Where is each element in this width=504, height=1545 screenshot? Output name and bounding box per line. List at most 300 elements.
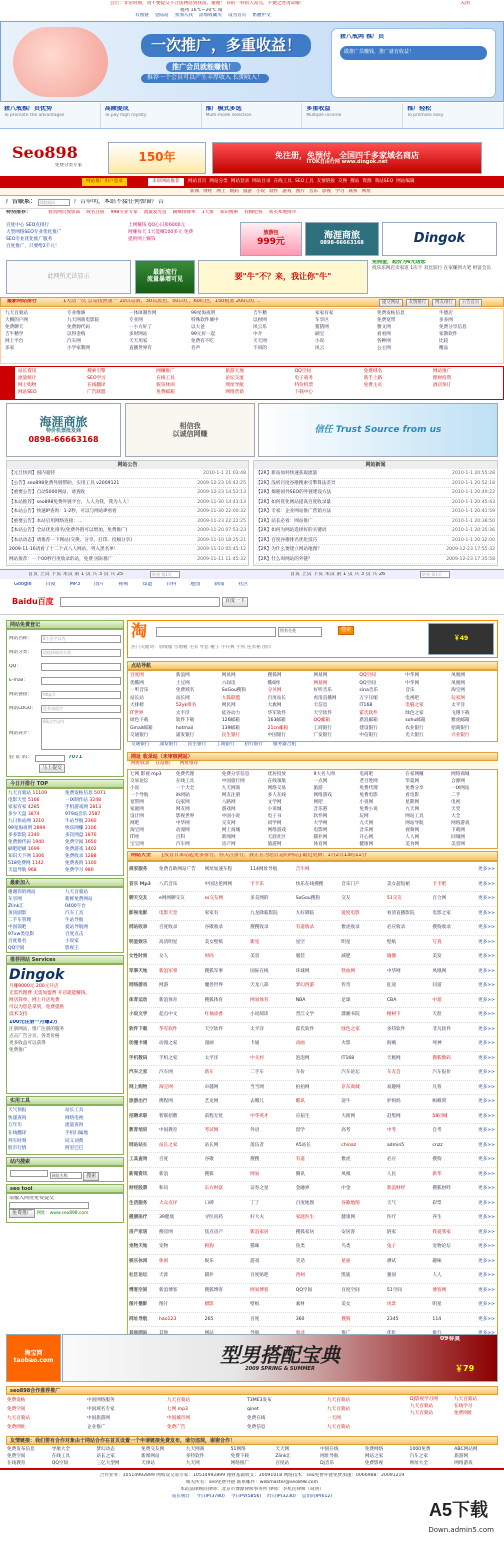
qq-field[interactable]: Q数据码: [38, 199, 70, 206]
latest-site[interactable]: 牛站导航: [65, 918, 84, 923]
big-dir-link[interactable]: 医疗: [386, 1215, 397, 1220]
ticker-button[interactable]: 公告首页: [459, 299, 483, 307]
big-dir-link[interactable]: 中关村: [250, 1055, 264, 1061]
big-dir-category[interactable]: 软件下载: [129, 1026, 148, 1032]
big-dir-link[interactable]: 焦点房产: [204, 1229, 223, 1235]
big-dir-link[interactable]: 寻医问药: [204, 1215, 223, 1220]
pager-right[interactable]: 首页 上页 下页 末页 第 1 页 共 3 页 共 26: [290, 572, 386, 577]
ranking-site[interactable]: 知识天下网: [8, 854, 33, 859]
site-nav-link[interactable]: 玩家网: [451, 695, 465, 701]
uncat-link[interactable]: 免费电影: [359, 793, 378, 798]
big-dir-link[interactable]: 车友会: [386, 1070, 401, 1075]
latest-site[interactable]: 二手车管理: [8, 918, 31, 923]
big-dir-link[interactable]: 中考: [386, 1128, 397, 1133]
captcha-input[interactable]: [35, 755, 65, 762]
category-link[interactable]: 家家有家: [315, 311, 334, 316]
uncat-link[interactable]: 网络商城: [451, 772, 470, 777]
big-dir-link[interactable]: 站长网: [204, 1142, 219, 1148]
haiya-ad-large[interactable]: [6, 403, 121, 457]
site-nav-link[interactable]: 站长站: [130, 695, 144, 701]
big-dir-link[interactable]: 搜狐体育: [204, 997, 223, 1003]
guest-tab[interactable]: 未审网站推荐: [148, 178, 184, 186]
big-dir-link[interactable]: SoGou搜狗: [295, 896, 320, 901]
big-dir-link[interactable]: 汽车网: [159, 1070, 173, 1075]
color-link[interactable]: 站长资讯: [18, 369, 37, 374]
baidu-tab[interactable]: 视频: [118, 582, 129, 587]
form-input[interactable]: [41, 677, 121, 685]
latest-site[interactable]: 影视王: [65, 946, 79, 951]
site-nav-link[interactable]: 看清直播网: [313, 695, 337, 701]
menu-primary-item[interactable]: 网站登录: [230, 179, 250, 184]
big-dir-link[interactable]: 携程网: [159, 1099, 173, 1104]
big-dir-link[interactable]: 我爱我家: [432, 1229, 451, 1235]
big-dir-link[interactable]: [341, 863, 387, 877]
big-dir-link[interactable]: 艺龙网: [204, 1099, 219, 1104]
site-nav-link[interactable]: 百度网: [130, 673, 144, 678]
big-dir-link[interactable]: 素材: [295, 1302, 305, 1307]
seo-rec-link[interactable]: 中国域名专家: [87, 1407, 115, 1412]
uncat-link[interactable]: 同学网: [267, 821, 282, 826]
uncat-link[interactable]: 小说城: [267, 807, 282, 812]
menu-secondary-item[interactable]: 学习: [335, 189, 345, 194]
big-dir-link[interactable]: QQ空间: [295, 1287, 313, 1293]
news-row[interactable]: [256, 479, 495, 489]
big-dir-link[interactable]: 51交友: [386, 896, 402, 901]
category-link[interactable]: 家教软件: [439, 332, 458, 337]
uncat-link[interactable]: 小说: [130, 786, 140, 791]
big-dir-link[interactable]: 大众点评: [159, 1200, 178, 1206]
ranking-row[interactable]: [8, 846, 65, 853]
big-dir-link[interactable]: NBA: [295, 997, 306, 1003]
big-dir-link[interactable]: 赶集网: [386, 1113, 401, 1119]
friend-link[interactable]: 旅游网: [454, 1454, 469, 1459]
big-dir-link[interactable]: 东方财富: [204, 1186, 223, 1191]
uncat-link[interactable]: 免费代理: [175, 772, 195, 777]
site-nav-link[interactable]: 优酷网: [130, 680, 144, 686]
featured-link[interactable]: 看清网页放影部: [48, 210, 81, 215]
big-dir-more[interactable]: 更多>>: [478, 1041, 495, 1046]
recommended-ad2-title[interactable]: 100元注册一月赚2万: [9, 1020, 58, 1026]
seo-rec-link[interactable]: 七网 mp3: [167, 1407, 188, 1412]
ranking-site[interactable]: 九天百骑站: [8, 791, 33, 796]
featured-link[interactable]: 1天排: [201, 210, 214, 215]
big-dir-link[interactable]: 天龙八部: [250, 983, 269, 988]
tool-link[interactable]: 天气预报: [8, 1108, 27, 1113]
big-dir-link[interactable]: 服装: [295, 954, 305, 959]
news-row-title[interactable]: 【2R】如何优化网站提高百度收录量: [256, 499, 332, 505]
category-link[interactable]: 小学家教网: [67, 346, 90, 351]
big-dir-more[interactable]: 更多>>: [478, 1026, 495, 1032]
friend-link[interactable]: Zlink汇: [275, 1454, 292, 1459]
menu-secondary-item[interactable]: 新闻: [190, 189, 200, 194]
announcement-row[interactable]: [9, 469, 246, 479]
site-nav-foot-link[interactable]: 服务器合租: [272, 742, 296, 747]
menu-primary-item[interactable]: 网站编辑: [396, 179, 415, 184]
big-dir-link[interactable]: 壁纸: [386, 939, 397, 945]
uncat-link[interactable]: 免费分享信息: [221, 772, 250, 777]
big-dir-link[interactable]: admin5: [386, 1142, 405, 1148]
big-dir-more[interactable]: 更多>>: [478, 1055, 495, 1061]
category-link[interactable]: 免费源代码: [67, 325, 90, 330]
big-dir-category[interactable]: 社区论坛: [129, 1273, 148, 1278]
big-dir-more[interactable]: 更多>>: [478, 1287, 495, 1293]
latest-site[interactable]: 小说家: [65, 939, 79, 944]
footer-link[interactable]: 昨日IP(3230): [267, 1494, 296, 1499]
color-link[interactable]: 酒店预订: [432, 383, 452, 388]
uncat-link[interactable]: 九天网: [405, 807, 420, 812]
big-dir-link[interactable]: 中超: [432, 997, 442, 1003]
trust-plane-ad[interactable]: [258, 403, 498, 457]
site-nav-link[interactable]: 126邮箱: [221, 718, 240, 724]
seo-rec-link[interactable]: 中国旅游网: [87, 1416, 110, 1421]
menu-secondary-item[interactable]: 软件: [269, 189, 279, 194]
form-input[interactable]: [41, 663, 121, 671]
big-dir-category[interactable]: 房产家居: [129, 1229, 148, 1235]
big-dir-category[interactable]: 生活服务: [129, 1200, 148, 1206]
ranking-row[interactable]: [65, 839, 122, 846]
category-link[interactable]: 看看网: [377, 332, 391, 337]
big-dir-link[interactable]: 凤凰: [341, 1171, 351, 1177]
uncat-link[interactable]: 天涯社区: [267, 835, 287, 840]
friend-link[interactable]: 天津站: [141, 1461, 155, 1466]
seo-rec-link[interactable]: 免费广告: [167, 1425, 186, 1430]
big-dir-link[interactable]: 留学: [295, 1128, 305, 1133]
category-link[interactable]: 牛德店: [439, 311, 453, 316]
ranking-site[interactable]: 多次网盘: [65, 833, 85, 838]
big-dir-link[interactable]: 新浪: [159, 1171, 169, 1177]
big-dir-link[interactable]: IT168: [341, 1055, 355, 1061]
ranking-site[interactable]: 快乐网赚: [65, 826, 85, 831]
uncat-link[interactable]: 音乐港: [313, 807, 328, 812]
friend-link[interactable]: 三亿大型网: [96, 1461, 120, 1466]
seo-rec-link[interactable]: 免费发帖: [7, 1398, 26, 1403]
big-dir-link[interactable]: 卓越网: [204, 1084, 219, 1090]
site-search-select[interactable]: 网址名称: [50, 1172, 82, 1179]
uncat-link[interactable]: 电影网: [313, 828, 328, 833]
news-row[interactable]: [256, 507, 495, 517]
big-dir-link[interactable]: 谷歌地图: [341, 1200, 360, 1206]
big-dir-link[interactable]: 京东商城: [341, 1084, 360, 1090]
ad-text-mid-item[interactable]: 上网赚钱 QQ心日接6000元: [128, 223, 186, 228]
category-link[interactable]: 九天百骑站: [5, 311, 28, 316]
big-dir-category[interactable]: 体育运动: [129, 997, 148, 1003]
site-nav-link[interactable]: 凤凰网: [451, 680, 465, 686]
site-nav-foot-link[interactable]: 招行银行: [244, 742, 263, 747]
color-link[interactable]: 旅游天地: [225, 369, 244, 374]
latest-site[interactable]: 百度点击: [65, 932, 84, 937]
ranking-row[interactable]: [8, 818, 65, 825]
big-dir-link[interactable]: 考试网: [204, 1128, 219, 1133]
big-dir-link[interactable]: 证券之星: [250, 1186, 269, 1191]
big-dir-link[interactable]: 潇湘书院: [341, 1012, 360, 1017]
big-dir-link[interactable]: 动漫之家: [159, 1041, 178, 1046]
featured-link[interactable]: 998专业专家: [110, 210, 138, 215]
top-nav-link[interactable]: 我加入我: [174, 13, 193, 18]
big-dir-link[interactable]: 霍氏软件: [295, 1026, 315, 1032]
tool-link[interactable]: 同义词典: [65, 1138, 84, 1144]
color-link[interactable]: 流量统计: [18, 376, 37, 381]
calligraphy-ad[interactable]: [125, 403, 255, 457]
uncat-link[interactable]: 华夏网: [405, 779, 420, 784]
big-dir-more[interactable]: 更多>>: [478, 910, 495, 916]
big-dir-link[interactable]: 必应收录: [386, 925, 406, 930]
announcement-row[interactable]: [9, 488, 246, 498]
big-dir-more[interactable]: 更多>>: [478, 954, 495, 959]
site-nav-link[interactable]: 广发银行: [313, 733, 332, 739]
taobao-input[interactable]: [156, 627, 276, 637]
color-link[interactable]: 免费邮箱: [156, 390, 175, 395]
friend-link[interactable]: 免费发布信息: [7, 1447, 35, 1452]
taobao-button[interactable]: 搜索: [338, 626, 354, 635]
baidu-button[interactable]: 百度一下: [222, 597, 248, 607]
color-link[interactable]: 娱乐休闲: [156, 383, 175, 388]
big-dir-link[interactable]: 应届生: [295, 1113, 310, 1119]
uncat-link[interactable]: 文学网: [267, 800, 282, 805]
big-dir-more[interactable]: 更多>>: [478, 1171, 495, 1177]
friend-link[interactable]: 梦幻动态: [96, 1447, 115, 1452]
big-dir-link[interactable]: hao123: [159, 1316, 177, 1322]
news-row[interactable]: [256, 545, 495, 555]
category-link[interactable]: 中介: [253, 332, 263, 337]
big-dir-link[interactable]: 测试: [386, 1258, 397, 1264]
big-dir-link[interactable]: 小说阅读: [250, 1012, 269, 1017]
big-dir-link[interactable]: 泡泡网: [295, 1055, 310, 1061]
category-link[interactable]: 以大爸: [191, 325, 205, 330]
uncat-link[interactable]: 淘宝网: [130, 828, 144, 833]
featured-link[interactable]: 我买本地排序: [268, 210, 297, 215]
big-dir-link[interactable]: 必应: [386, 1157, 397, 1162]
big-dir-link[interactable]: 明星: [341, 939, 351, 945]
friend-link[interactable]: 网址大全: [409, 1461, 428, 1466]
big-dir-link[interactable]: 58同城: [432, 1113, 448, 1119]
big-dir-link[interactable]: 和讯: [159, 1186, 169, 1191]
big-dir-link[interactable]: 搜狐数码: [432, 1055, 451, 1061]
big-dir-link[interactable]: 多美网的: [250, 896, 269, 901]
big-dir-more[interactable]: 更多>>: [478, 1012, 495, 1017]
menu-primary-item[interactable]: 在线工具: [273, 179, 292, 184]
big-dir-category[interactable]: 教育培训: [129, 1128, 148, 1133]
friend-link[interactable]: QQ空间: [51, 1461, 69, 1466]
big-dir-link[interactable]: 百度: [250, 1316, 260, 1322]
color-link[interactable]: 广告联盟: [87, 390, 106, 395]
featured-link[interactable]: 刷爆排排率: [172, 210, 196, 215]
uncat-link[interactable]: 一点网: [313, 779, 328, 784]
latest-site[interactable]: 中国领吧: [8, 925, 27, 930]
big-dir-link[interactable]: 落伍者: [250, 1142, 264, 1148]
pager-right-go[interactable]: 转到 第1页: [420, 571, 450, 578]
menu-secondary-item[interactable]: 数码: [229, 189, 239, 194]
friend-link[interactable]: 在线教育: [7, 1461, 26, 1466]
latest-site[interactable]: 车享网: [8, 897, 22, 902]
ranking-row[interactable]: [65, 832, 122, 839]
uncat-link[interactable]: 看电影: [405, 793, 420, 798]
baidu-tab[interactable]: Google: [14, 582, 32, 587]
big-dir-link[interactable]: [432, 863, 478, 877]
big-dir-link[interactable]: 星空: [295, 939, 305, 945]
site-nav-link[interactable]: 太平洋: [451, 703, 465, 709]
category-link[interactable]: 免费发帖信息: [377, 311, 405, 316]
uncat-link[interactable]: 旅游网: [267, 842, 282, 847]
site-nav-link[interactable]: 好听音乐: [313, 688, 332, 694]
news-row[interactable]: [256, 498, 495, 508]
color-link[interactable]: 在线翻译: [87, 383, 106, 388]
big-dir-link[interactable]: 绿色之家: [341, 1026, 360, 1032]
category-link[interactable]: 大腾的户网: [5, 318, 28, 323]
uncat-link[interactable]: 多人在线: [267, 793, 287, 798]
latest-site[interactable]: 顶顶剧影: [8, 911, 27, 916]
site-nav-link[interactable]: Gmail邮箱: [130, 725, 153, 731]
category-link[interactable]: 特殊软件城中: [191, 318, 219, 323]
big-dir-more[interactable]: 更多>>: [478, 1142, 495, 1148]
announcement-row-title[interactable]: 【本站公告】全站优化排名(免费外链可以增加，免费推广): [9, 528, 128, 533]
ranking-row[interactable]: [65, 867, 122, 874]
big-dir-more[interactable]: 更多>>: [478, 1302, 495, 1307]
big-dir-more[interactable]: 更多>>: [478, 983, 495, 988]
big-dir-link[interactable]: 51空间: [386, 1287, 402, 1293]
big-dir-link[interactable]: 强国: [386, 1273, 397, 1278]
top-nav-link[interactable]: 添加收藏夹: [198, 13, 222, 18]
site-nav-link[interactable]: QQ邮箱: [313, 718, 330, 724]
ranking-row[interactable]: [8, 797, 65, 804]
big-dir-more[interactable]: 更多>>: [478, 881, 495, 887]
announcement-row[interactable]: [9, 507, 246, 517]
big-dir-link[interactable]: 百度贴吧: [250, 1273, 269, 1278]
big-dir-link[interactable]: 兔子: [386, 1244, 397, 1249]
announcement-row[interactable]: [9, 498, 246, 508]
big-dir-link[interactable]: 安居客: [341, 1229, 356, 1235]
color-link[interactable]: 网站SEO: [18, 390, 37, 395]
big-dir-category[interactable]: 聊天交友: [129, 896, 148, 901]
site-nav-link[interactable]: IT世界: [130, 710, 144, 716]
latest-site[interactable]: 新鲜免费网站: [65, 897, 93, 902]
uncat-link[interactable]: ilk网站: [175, 793, 191, 798]
site-nav-link[interactable]: 淘宝网: [451, 688, 465, 694]
category-link[interactable]: 风云乐: [253, 325, 267, 330]
category-link[interactable]: 雅文网: [377, 325, 391, 330]
uncat-link[interactable]: 汽车网: [175, 842, 190, 847]
uncat-link[interactable]: 九天网商: [221, 786, 241, 791]
big-dir-link[interactable]: chinaz: [341, 1142, 357, 1148]
ranking-row[interactable]: [65, 818, 122, 825]
top-nav-link[interactable]: 有图链: [135, 13, 149, 18]
category-link[interactable]: 比较: [439, 339, 449, 344]
big-dir-link[interactable]: 起点中文: [159, 1012, 178, 1017]
latest-site[interactable]: 97xw类电影: [8, 932, 35, 937]
color-link[interactable]: 免费主页: [363, 383, 383, 388]
site-nav-link[interactable]: 网易网: [313, 673, 328, 678]
big-dir-link[interactable]: 搜狐: [204, 1171, 214, 1177]
big-dir-category[interactable]: 音乐 Mp3: [129, 881, 151, 887]
tool-link[interactable]: 万年历: [8, 1123, 22, 1129]
menu-primary-item[interactable]: 搜站: [350, 179, 360, 184]
big-dir-link[interactable]: 二手车: [250, 1070, 264, 1075]
big-dir-link[interactable]: 交友: [341, 896, 351, 901]
seo-rec-link[interactable]: 免费信息: [247, 1425, 266, 1430]
color-link[interactable]: 网络营销: [225, 390, 244, 395]
category-link[interactable]: 刷宝: [315, 332, 325, 337]
site-nav-link[interactable]: sohu邮箱: [405, 718, 426, 724]
ranking-row[interactable]: [65, 846, 122, 853]
big-dir-more[interactable]: 更多>>: [478, 1258, 495, 1264]
seo-rec-link[interactable]: 九天百骑站: [327, 1425, 350, 1430]
big-dir-link[interactable]: 卡卡乐: [250, 881, 264, 887]
big-dir-link[interactable]: 百度地图: [295, 1200, 315, 1206]
category-link[interactable]: 不同的: [253, 346, 267, 351]
seo-rec-right-link[interactable]: DJ影视学习网: [410, 1397, 438, 1402]
uncat-link[interactable]: 天堂: [451, 807, 461, 812]
ranking-site[interactable]: 免费游戏: [65, 847, 85, 852]
category-link[interactable]: 九天网商电影院: [67, 318, 100, 323]
uncat-link[interactable]: 免费代理: [359, 786, 378, 791]
big-dir-link[interactable]: 瑜伽: [386, 954, 397, 959]
ranking-site[interactable]: 免费查询: [65, 861, 85, 866]
big-dir-category[interactable]: 商家服务: [129, 867, 148, 872]
big-dir-link[interactable]: 音乐门户: [341, 881, 360, 887]
baidu-tab[interactable]: MP3: [69, 582, 81, 587]
traffic-ad[interactable]: [135, 260, 195, 294]
friend-link[interactable]: 站长之家: [96, 1454, 115, 1459]
category-link[interactable]: 吉牛精学: [5, 332, 24, 337]
taobao-category[interactable]: 所有分类: [278, 627, 322, 637]
site-nav-link[interactable]: 163邮箱: [267, 718, 286, 724]
announcement-row-title[interactable]: 【本站动态】请推荐一下网站(交换、分享、打印、投稿分享): [9, 537, 133, 543]
uncat-link[interactable]: 美容网: [451, 842, 465, 847]
announcement-row[interactable]: [9, 555, 246, 565]
big-dir-link[interactable]: 搜狗: [432, 1157, 442, 1162]
site-nav-link[interactable]: 九狐联盟: [221, 695, 241, 701]
uncat-link[interactable]: 新闻网: [221, 835, 236, 840]
big-dir-category[interactable]: 招聘求职: [129, 1113, 148, 1119]
ticker-button[interactable]: 提交网站: [379, 299, 403, 307]
big-dir-link[interactable]: 征途: [386, 983, 397, 988]
big-dir-link[interactable]: ss交友网: [204, 896, 224, 901]
friend-link[interactable]: Dj音乐: [320, 1461, 335, 1466]
big-dir-category[interactable]: 宠物天地: [129, 1244, 148, 1249]
big-dir-link[interactable]: 狗狗: [204, 1244, 214, 1249]
site-nav-link[interactable]: 电视吧: [405, 695, 420, 701]
site-nav-link[interactable]: IT168: [359, 703, 373, 709]
color-link[interactable]: 在线工具: [156, 376, 175, 381]
ranking-row[interactable]: [65, 853, 122, 860]
big-dir-link[interactable]: 汽车报价: [432, 1070, 451, 1075]
site-nav-foot-link[interactable]: 民生银行: [187, 742, 207, 747]
taobao-banner-logo[interactable]: [6, 1334, 61, 1382]
uncat-link[interactable]: 宽带网: [130, 800, 144, 805]
uncat-link[interactable]: 合源网: [451, 779, 465, 784]
site-nav-link[interactable]: 光大银行: [405, 733, 424, 739]
big-dir-link[interactable]: 宠物: [159, 1244, 169, 1249]
category-link[interactable]: 以财网: [253, 318, 267, 323]
big-dir-link[interactable]: 猫扑: [204, 1273, 214, 1278]
big-dir-link[interactable]: 国际在线: [250, 968, 269, 974]
ranking-row[interactable]: [65, 825, 122, 832]
big-dir-link[interactable]: 高考: [341, 1128, 351, 1133]
big-dir-link[interactable]: 搜狐博客: [204, 1287, 223, 1293]
category-link[interactable]: 专业维修: [67, 311, 86, 316]
tool-link[interactable]: 股市行情: [8, 1146, 27, 1152]
pager-left[interactable]: 首页 上页 下页 末页 第 1 页 共 3 页 共 25: [28, 572, 124, 577]
big-dir-link[interactable]: 魔兽世界: [204, 983, 223, 988]
ad-text-left-item[interactable]: 百度推广，只要给2千元！: [6, 244, 60, 249]
big-dir-link[interactable]: 漫画: [204, 1041, 214, 1046]
big-dir-link[interactable]: 新车: [204, 1070, 214, 1075]
uncat-tab[interactable]: 网址推荐: [179, 761, 199, 766]
menu-primary-item[interactable]: 友情链接: [316, 179, 335, 184]
seo-tool-button[interactable]: 免费推广: [9, 1209, 35, 1218]
big-dir-link[interactable]: 中金: [341, 1186, 351, 1191]
big-dir-link[interactable]: 谷歌收录: [204, 925, 223, 930]
category-link[interactable]: 吉牛精: [253, 311, 267, 316]
